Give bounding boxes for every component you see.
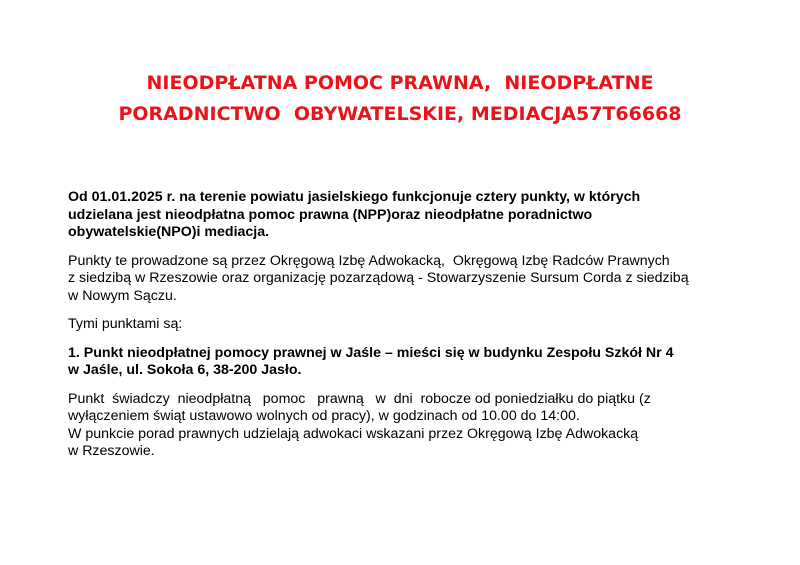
title-line-2: PORADNICTWO OBYWATELSKIE, MEDIACJA57T66668 xyxy=(118,103,682,125)
point1-details-line: w Rzeszowie. xyxy=(68,443,155,459)
point1-heading xyxy=(68,345,740,380)
document-title xyxy=(0,68,800,130)
point1-details xyxy=(68,391,740,461)
intro-line: udzielana jest nieodpłatna pomoc prawna (NPP)oraz nieodpłatne poradnictwo xyxy=(68,206,593,223)
operators-line: w Nowym Sączu. xyxy=(68,287,177,304)
operators-line: z siedzibą w Rzeszowie oraz organizację pozarządową - Stowarzyszenie Sursum Corda z siedzibą xyxy=(68,270,689,286)
point1-heading-line: w Jaśle, ul. Sokoła 6, 38-200 Jasło. xyxy=(68,362,302,378)
point1-heading-line: 1. Punkt nieodpłatnej pomocy prawnej w Jaśle – mieści się w budynku Zespołu Szkół Nr 4 xyxy=(68,344,674,361)
point1-details-line: wyłączeniem świąt ustawowo wolnych od pracy), w godzinach od 10.00 do 14:00. xyxy=(68,408,580,424)
point1-details-line: Punkt świadczy nieodpłatną pomoc prawną w dni robocze od poniedziałku do piątku (z xyxy=(68,390,651,407)
point1-details-line: W punkcie porad prawnych udzielają adwokaci wskazani przez Okręgową Izbę Adwokacką xyxy=(68,425,639,442)
list-intro-paragraph xyxy=(68,316,740,334)
operators-paragraph xyxy=(68,253,740,306)
intro-paragraph xyxy=(68,189,740,242)
document-body xyxy=(68,189,740,472)
intro-line: obywatelskie(NPO)i mediacja. xyxy=(68,224,270,240)
title-line-1: NIEODPŁATNA POMOC PRAWNA, NIEODPŁATNE xyxy=(146,72,654,94)
operators-line: Punkty te prowadzone są przez Okręgową Izbę Adwokacką, Okręgową Izbę Radców Prawnych xyxy=(68,252,670,269)
intro-line: Od 01.01.2025 r. na terenie powiatu jasielskiego funkcjonuje cztery punkty, w których xyxy=(68,189,641,205)
list-intro-line: Tymi punktami są: xyxy=(68,316,183,332)
